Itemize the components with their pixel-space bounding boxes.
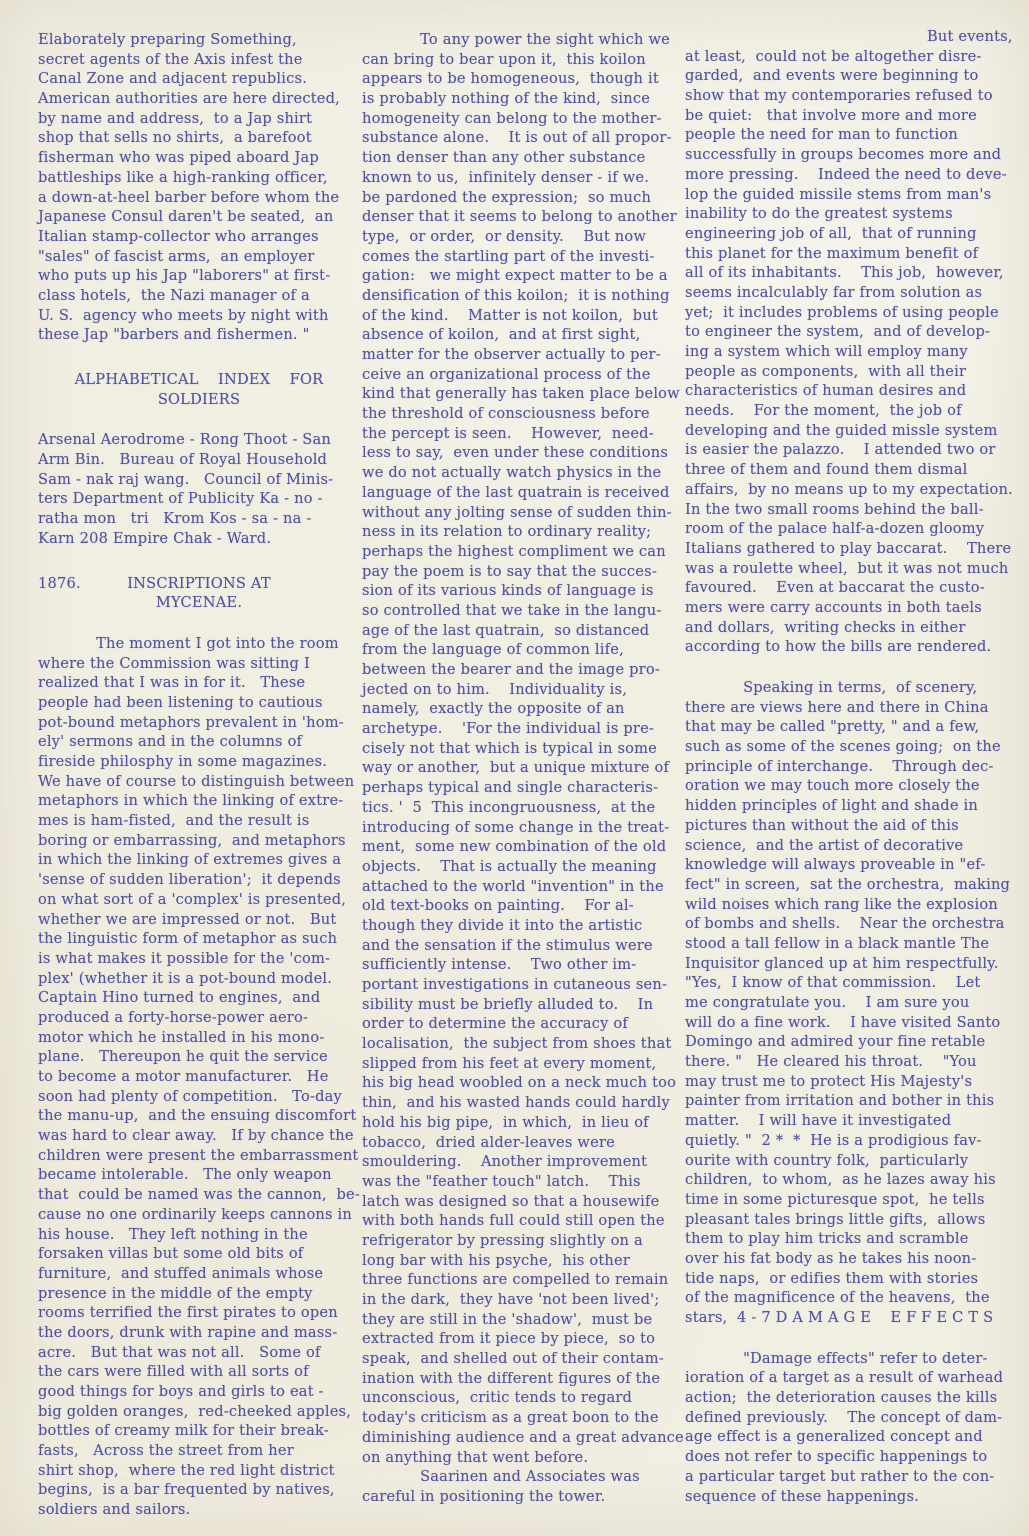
text-line: archetype. 'For the individual is pre- (362, 720, 655, 738)
text-line: that may be called "pretty, " and a few, (685, 718, 980, 736)
text-line: pleasant tales brings little gifts, allows (685, 1210, 986, 1228)
text-line: ioration of a target as a result of warhead (685, 1369, 1004, 1387)
text-line: matter. I will have it investigated (685, 1112, 952, 1130)
text-line: namely, exactly the opposite of an (362, 700, 625, 718)
text-line: gation: we might expect matter to be a (362, 267, 668, 285)
text-line: these Jap "barbers and fishermen. " (38, 326, 310, 344)
text-line: his house. They left nothing in the (38, 1225, 308, 1243)
text-line: introducing of some change in the treat- (362, 818, 670, 836)
text-line: long bar with his psyche, his other (362, 1251, 631, 1269)
text-line: metaphors in which the linking of extre- (38, 792, 344, 810)
text-line: was the "feather touch" latch. This (362, 1172, 641, 1190)
text-line: sion of its various kinds of language is (362, 582, 654, 600)
text-line: tion denser than any other substance (362, 149, 646, 167)
text-line: they are still in the 'shadow', must be (362, 1310, 653, 1328)
text-line: fireside philosphy in some magazines. (38, 753, 328, 770)
text-line: where the Commission was sitting I (38, 654, 310, 672)
text-line: by name and address, to a Jap shirt (38, 109, 313, 127)
text-line: a particular target but rather to the con- (685, 1467, 995, 1485)
text-line: unconscious, critic tends to regard (362, 1389, 633, 1407)
text-line: may trust me to protect His Majesty's (685, 1072, 973, 1090)
text-line: them to play him tricks and scramble (685, 1230, 969, 1248)
text-line: to become a motor manufacturer. He (38, 1068, 329, 1085)
text-line: forsaken villas but some old bits of (38, 1245, 304, 1263)
text-line: the doors, drunk with rapine and mass- (38, 1323, 338, 1341)
text-line: realized that I was in for it. These (38, 674, 306, 692)
text-line: is easier the palazzo. I attended two or (685, 441, 996, 459)
text-line: does not refer to specific happenings to (685, 1448, 988, 1466)
text-line: secret agents of the Axis infest the (38, 50, 303, 68)
text-line: Arsenal Aerodrome - Rong Thoot - San (38, 431, 332, 449)
text-line: so controlled that we take in the langu- (362, 601, 662, 619)
text-line: hold his big pipe, in which, in lieu of (362, 1113, 649, 1131)
text-line: fasts, Across the street from her (38, 1442, 294, 1460)
text-line: needs. For the moment, the job of (685, 402, 962, 420)
text-line: absence of koilon, and at first sight, (362, 326, 641, 344)
text-line: shirt shop, where the red light district (38, 1461, 335, 1479)
text-line: tide naps, or edifies them with stories (685, 1269, 979, 1287)
text-line: engineering job of all, that of running (685, 224, 977, 242)
text-line: on anything that went before. (362, 1448, 589, 1466)
text-line: inability to do the greatest systems (685, 205, 953, 223)
text-line: with both hands full could still open the (362, 1212, 665, 1230)
text-line: American authorities are here directed, (38, 90, 340, 108)
text-line: this planet for the maximum benefit of (685, 244, 979, 262)
text-line: Arm Bin. Bureau of Royal Household (38, 451, 328, 469)
text-line: SOLDIERS (157, 390, 241, 408)
text-line: latch was designed so that a housewife (362, 1192, 660, 1210)
text-line: children were present the embarrassment (38, 1146, 359, 1164)
text-line: 'sense of sudden liberation'; it depends (38, 871, 341, 889)
text-line: mes is ham-fisted, and the result is (38, 812, 310, 830)
text-line: U. S. agency who meets by night with (38, 306, 329, 324)
text-line: "Damage effects" refer to deter- (685, 1349, 988, 1367)
text-line: developing and the guided missle system (685, 421, 998, 439)
text-line: appears to be homogeneous, though it (362, 70, 659, 88)
text-line: MYCENAE. (155, 594, 243, 612)
text-line: Inquisitor glanced up at him respectfully. (685, 954, 999, 972)
text-line: characteristics of human desires and (685, 382, 967, 400)
left-column-block-0 (38, 30, 360, 345)
text-line: less to say, even under these conditions (362, 444, 669, 462)
text-line: pictures than without the aid of this (685, 816, 959, 834)
text-line: begins, is a bar frequented by natives, (38, 1481, 335, 1499)
text-line: big golden oranges, red-cheeked apples, (38, 1402, 352, 1420)
text-line: Sam - nak raj wang. Council of Minis- (38, 470, 334, 488)
text-line: careful in positioning the tower. (362, 1487, 606, 1505)
text-line: though they divide it into the artistic (362, 916, 643, 934)
text-line: people had been listening to cautious (38, 693, 323, 711)
text-line: affairs, by no means up to my expectation. (685, 480, 1013, 498)
text-line: Italians gathered to play baccarat. There (685, 539, 1012, 557)
text-line: his big head woobled on a neck much too (362, 1074, 677, 1092)
text-line: yet; it includes problems of using people (685, 303, 999, 321)
column-middle (362, 30, 684, 1507)
text-line: show that my contemporaries refused to (685, 87, 993, 105)
text-line: cause no one ordinarily keeps cannons in (38, 1205, 353, 1223)
text-line: the manu-up, and the ensuing discomfort (38, 1107, 357, 1125)
text-line: substance alone. It is out of all propor- (362, 129, 672, 147)
column-right (685, 27, 1021, 1506)
text-line: be quiet: that involve more and more (685, 106, 977, 124)
text-line: ely' sermons and in the columns of (38, 733, 303, 751)
text-line: bottles of creamy milk for their break- (38, 1422, 329, 1440)
text-line: the linguistic form of metaphor as such (38, 930, 338, 948)
text-line: people the need for man to function (685, 126, 959, 144)
text-line: mers were carry accounts in both taels (685, 598, 982, 616)
text-line: thin, and his wasted hands could hardly (362, 1094, 670, 1112)
text-line: diminishing audience and a great advance (362, 1428, 684, 1446)
text-line: at least, could not be altogether disre- (685, 47, 982, 65)
text-line: age effect is a generalized concept and (685, 1428, 983, 1446)
text-line: matter for the observer actually to per- (362, 346, 661, 363)
right-column-block-0 (685, 27, 1021, 657)
text-line: is what makes it possible for the 'com- (38, 949, 331, 967)
text-line: refrigerator by pressing slightly on a (362, 1231, 643, 1249)
text-line: Italian stamp-collector who arranges (38, 227, 319, 245)
text-line: Saarinen and Associates was (362, 1468, 640, 1486)
text-line: battleships like a high-ranking officer, (38, 168, 328, 186)
right-column-block-1 (685, 678, 1021, 1328)
text-line: the percept is seen. However, need- (362, 424, 654, 442)
text-line: successfully in groups becomes more and (685, 146, 1002, 164)
text-line: who puts up his Jap "laborers" at first- (38, 267, 331, 285)
text-line: pot-bound metaphors prevalent in 'hom- (38, 713, 344, 731)
text-line: became intolerable. The only weapon (38, 1166, 332, 1184)
text-line: Domingo and admired your fine retable (685, 1033, 986, 1051)
left-column-block-1 (38, 370, 360, 409)
text-line: of the kind. Matter is not koilon, but (362, 306, 658, 324)
text-line: ALPHABETICAL INDEX FOR (74, 371, 324, 388)
text-line: INSCRIPTIONS AT (127, 574, 271, 592)
text-line: class hotels, the Nazi manager of a (38, 286, 310, 304)
text-line: is probably nothing of the kind, since (362, 90, 651, 108)
text-line: perhaps typical and single characteris- (362, 779, 659, 797)
text-line: be pardoned the expression; so much (362, 188, 652, 206)
left-column-block-4 (38, 634, 360, 1520)
text-line: quietly. " 2 * * He is a prodigious fav- (685, 1131, 982, 1149)
text-line: But events, (685, 28, 1013, 45)
text-line: soon had plenty of competition. To-day (38, 1087, 342, 1105)
text-line: me congratulate you. I am sure you (685, 994, 970, 1011)
text-line: fect" in screen, sat the orchestra, making (685, 875, 1011, 893)
text-line: was hard to clear away. If by chance the (38, 1127, 354, 1145)
text-line: pay the poem is to say that the succes- (362, 562, 657, 580)
text-line: of bombs and shells. Near the orchestra (685, 915, 1005, 933)
text-line: age of the last quatrain, so distanced (362, 621, 650, 639)
text-line: known to us, infinitely denser - if we. (362, 168, 650, 186)
text-line: action; the deterioration causes the kills (685, 1389, 998, 1407)
text-line: type, or order, or density. But now (362, 227, 647, 245)
text-line: Karn 208 Empire Chak - Ward. (38, 529, 272, 547)
text-line: in which the linking of extremes gives a (38, 851, 342, 869)
text-line: produced a forty-horse-power aero- (38, 1008, 309, 1026)
text-line: smouldering. Another improvement (362, 1153, 648, 1171)
text-line: ing a system which will employ many (685, 343, 968, 360)
text-line: favoured. Even at baccarat the custo- (685, 579, 985, 597)
text-line: perhaps the highest compliment we can (362, 542, 666, 560)
left-column-block-2 (38, 430, 360, 548)
text-line: furniture, and stuffed animals whose (38, 1264, 324, 1282)
heading-number: 1876. (38, 574, 81, 592)
text-line: old text-books on painting. For al- (362, 897, 634, 915)
text-line: whether we are impressed or not. But (38, 910, 337, 928)
text-line: defined previously. The concept of dam- (685, 1408, 1003, 1426)
text-line: the threshold of consciousness before (362, 405, 650, 423)
text-line: hidden principles of light and shade in (685, 797, 978, 815)
text-line: that could be named was the cannon, be- (38, 1186, 361, 1204)
text-line: motor which he installed in his mono- (38, 1028, 325, 1046)
text-line: over his fat body as he takes his noon- (685, 1249, 977, 1267)
text-line: shop that sells no shirts, a barefoot (38, 129, 312, 147)
text-line: portant investigations in cutaneous sen- (362, 976, 668, 993)
text-line: plex' (whether it is a pot-bound model. (38, 969, 333, 987)
text-line: knowledge will always proveable in "ef- (685, 856, 986, 874)
text-line: soldiers and sailors. (38, 1501, 191, 1519)
text-line: between the bearer and the image pro- (362, 661, 660, 678)
text-line: acre. But that was not all. Some of (38, 1343, 321, 1361)
text-line: Speaking in terms, of scenery, (685, 679, 978, 696)
text-line: wild noises which rang like the explosion (685, 895, 998, 913)
text-line: garded, and events were beginning to (685, 67, 979, 85)
text-line: ourite with country folk, particularly (685, 1151, 969, 1169)
text-line: tobacco, dried alder-leaves were (362, 1133, 615, 1151)
text-line: can bring to bear upon it, this koilon (362, 50, 646, 68)
text-line: rooms terrified the first pirates to open (38, 1304, 338, 1322)
text-line: objects. That is actually the meaning (362, 857, 657, 875)
text-line: seems incalculably far from solution as (685, 283, 983, 301)
text-line: today's criticism as a great boon to the (362, 1409, 659, 1427)
text-line: stood a tall fellow in a black mantle The (685, 934, 990, 952)
text-line: three functions are compelled to remain (362, 1271, 669, 1289)
text-line: lop the guided missile stems from man's (685, 185, 992, 203)
text-line: a down-at-heel barber before whom the (38, 188, 340, 206)
text-line: "Yes, I know of that commission. Let (685, 974, 981, 992)
text-line: The moment I got into the room (38, 634, 339, 652)
text-line: on what sort of a 'complex' is presented, (38, 890, 347, 908)
text-line: denser that it seems to belong to another (362, 208, 677, 226)
text-line: and dollars, writing checks in either (685, 618, 966, 636)
text-line: children, to whom, as he lazes away his (685, 1171, 996, 1189)
text-line: science, and the artist of decorative (685, 836, 964, 854)
text-line: ination with the different figures of the (362, 1369, 661, 1387)
text-line: there are views here and there in China (685, 698, 989, 716)
text-line: Captain Hino turned to engines, and (38, 989, 321, 1007)
text-line: sibility must be briefly alluded to. In (362, 995, 654, 1013)
text-line: ness in its relation to ordinary reality; (362, 523, 652, 541)
text-line: painter from irritation and bother in this (685, 1092, 995, 1110)
text-line: Japanese Consul daren't be seated, an (38, 208, 334, 226)
text-line: boring or embarrassing, and metaphors (38, 831, 346, 849)
left-column-block-3 (38, 574, 360, 613)
text-line: such as some of the scenes going; on the (685, 738, 1001, 756)
text-line: presence in the middle of the empty (38, 1284, 313, 1302)
text-line: we do not actually watch physics in the (362, 464, 662, 482)
text-line: oration we may touch more closely the (685, 777, 980, 795)
text-line: Elaborately preparing Something, (38, 31, 297, 48)
text-line: time in some picturesque spot, he tells (685, 1190, 985, 1208)
text-line: ment, some new combination of the old (362, 838, 667, 856)
text-line: way or another, but a unique mixture of (362, 759, 670, 777)
text-line: densification of this koilon; it is nothing (362, 286, 670, 304)
text-line: according to how the bills are rendered. (685, 638, 992, 656)
text-line: of the magnificence of the heavens, the (685, 1289, 990, 1307)
text-line: there. " He cleared his throat. "You (685, 1053, 977, 1071)
text-line: to engineer the system, and of develop- (685, 323, 991, 341)
text-line: was a roulette wheel, but it was not much (685, 559, 1009, 577)
column-left (38, 30, 360, 1520)
right-column-block-2 (685, 1349, 1021, 1507)
text-line: more pressing. Indeed the need to deve- (685, 165, 1007, 183)
text-line: plane. Thereupon he quit the service (38, 1048, 328, 1066)
text-line: tics. ' 5 This incongruousness, at the (362, 798, 656, 816)
text-line: In the two small rooms behind the ball- (685, 500, 984, 518)
text-line: extracted from it piece by piece, so to (362, 1330, 656, 1348)
text-line: all of its inhabitants. This job, however, (685, 264, 1004, 282)
text-line: homogeneity can belong to the mother- (362, 109, 662, 127)
text-line: ratha mon tri Krom Kos - sa - na - (38, 510, 312, 528)
text-line: ceive an organizational process of the (362, 365, 651, 383)
text-line: fisherman who was piped aboard Jap (38, 149, 319, 167)
text-line: "sales" of fascist arms, an employer (38, 247, 315, 265)
middle-column-block-0 (362, 30, 684, 1507)
text-line: order to determine the accuracy of (362, 1015, 628, 1033)
text-line: people as components, with all their (685, 362, 967, 380)
text-line: cisely not that which is typical in some (362, 739, 657, 757)
text-line: Canal Zone and adjacent republics. (38, 70, 308, 88)
text-line: To any power the sight which we (362, 31, 670, 48)
text-line: principle of interchange. Through dec- (685, 757, 994, 775)
text-line: sequence of these happenings. (685, 1487, 919, 1505)
text-line: jected on to him. Individuality is, (362, 680, 628, 698)
text-line: We have of course to distinguish between (38, 772, 355, 790)
text-line: three of them and found them dismal (685, 461, 968, 479)
text-line: sufficiently intense. Two other im- (362, 956, 637, 974)
text-line: localisation, the subject from shoes that (362, 1035, 672, 1053)
text-line: without any jolting sense of sudden thin- (362, 503, 672, 521)
text-line: kind that generally has taken place below (362, 385, 680, 403)
text-line: attached to the world "invention" in the (362, 877, 664, 895)
text-line: comes the startling part of the investi- (362, 247, 655, 265)
text-line: room of the palace half-a-dozen gloomy (685, 520, 985, 538)
text-line: language of the last quatrain is received (362, 483, 670, 501)
text-line: speak, and shelled out of their contam- (362, 1350, 664, 1368)
text-line: and the sensation if the stimulus were (362, 936, 653, 954)
text-line: the cars were filled with all sorts of (38, 1363, 309, 1381)
text-line: good things for boys and girls to eat - (38, 1383, 324, 1400)
text-line: in the dark, they have 'not been lived'; (362, 1291, 660, 1308)
text-line: from the language of common life, (362, 641, 624, 659)
text-line: ters Department of Publicity Ka - no - (38, 490, 323, 508)
text-line: stars, 4 - 7 D A M A G E E F F E C T S (685, 1309, 994, 1326)
text-line: slipped from his feet at every moment, (362, 1054, 657, 1072)
text-line: will do a fine work. I have visited Santo (685, 1013, 1001, 1031)
